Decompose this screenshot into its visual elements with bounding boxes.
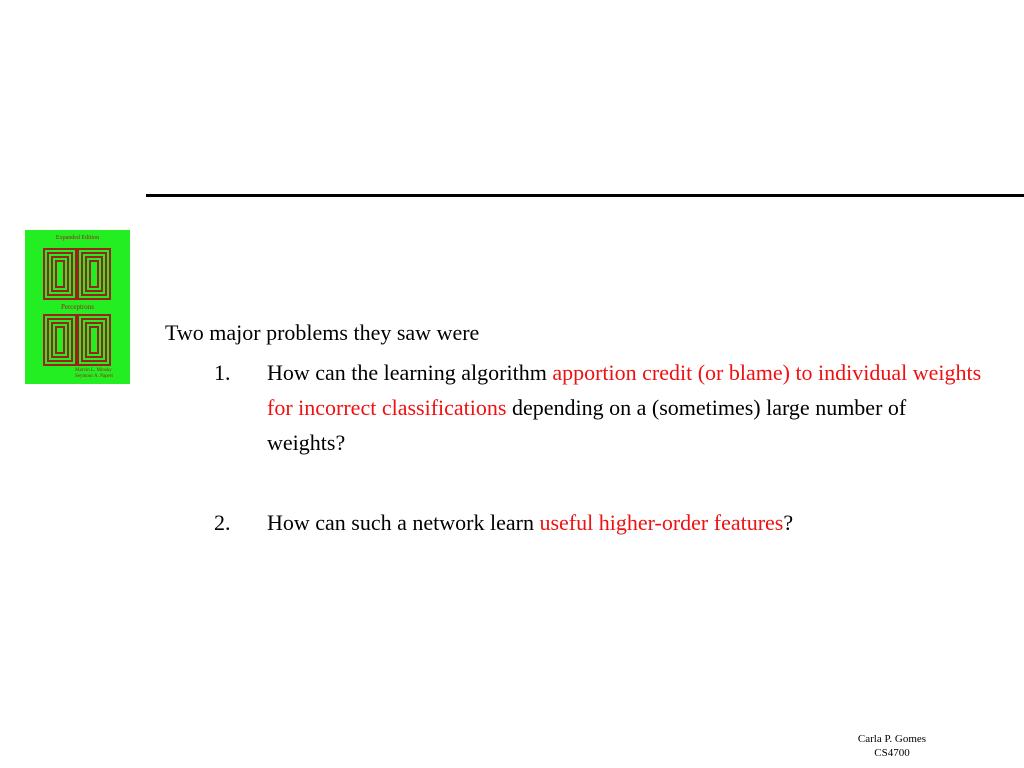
list-item-highlight: useful higher-order features	[539, 510, 784, 535]
list-item	[165, 355, 985, 460]
list-item	[165, 505, 985, 540]
book-edition-label: Expanded Edition	[55, 235, 100, 241]
footer-author: Carla P. Gomes	[857, 733, 927, 745]
slide-footer	[832, 732, 952, 760]
intro-text: Two major problems they saw were	[165, 320, 480, 345]
list-item-text: How can such a network learn	[267, 510, 540, 535]
book-authors	[75, 368, 127, 380]
book-author-1: Marvin L. Minsky	[75, 368, 112, 373]
maze-pattern-icon	[43, 248, 111, 300]
book-title-label: Perceptrons	[60, 303, 95, 311]
footer-course: CS4700	[874, 747, 910, 759]
book-author-2: Seymour A. Papert	[75, 374, 113, 379]
list-item-text: depending on a (sometimes) large number of weights?	[267, 395, 907, 455]
list-item-number: 2.	[214, 510, 231, 535]
perceptrons-book-cover-image	[25, 230, 130, 384]
list-item-number: 1.	[214, 360, 231, 385]
list-item-text: How can the learning algorithm	[267, 360, 553, 385]
title-divider-line	[146, 194, 1024, 197]
list-item-text: ?	[783, 510, 794, 535]
slide-body	[165, 315, 985, 540]
list-item-highlight: apportion credit (or blame) to individual weights for incorrect classifications	[267, 360, 982, 420]
maze-pattern-icon	[43, 314, 111, 366]
